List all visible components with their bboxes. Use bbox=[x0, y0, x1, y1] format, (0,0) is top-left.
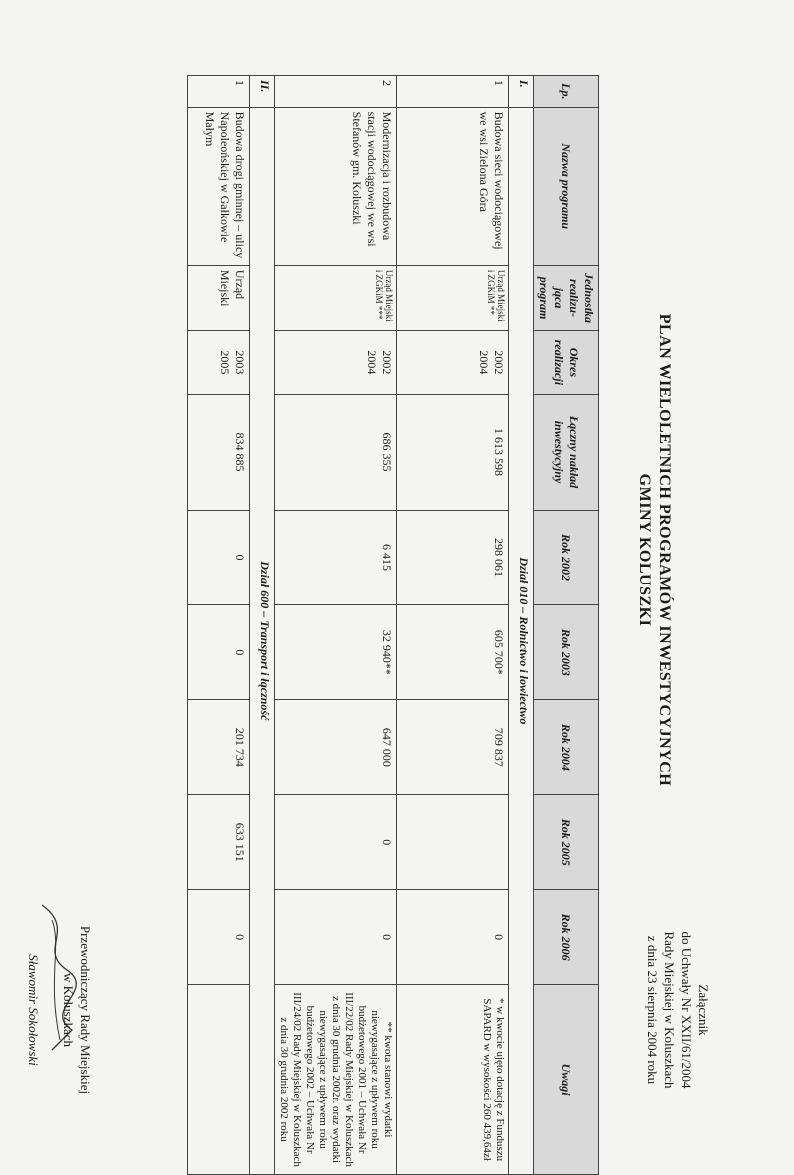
table-row bbox=[188, 76, 250, 1175]
period-end: 2005 bbox=[218, 350, 232, 375]
section-title: Dział 010 – Rolnictwo i łowiectwo bbox=[509, 107, 534, 1174]
resolution-date: z dnia 23 sierpnia 2004 roku bbox=[645, 935, 660, 1085]
cell-notes: ** kwota stanowi wydatki niewygasające z upływem roku budżetowego 2001 – Uchwała Nr III/22/02 Rady Miejskiej w Koluszkach z dnia 30 grudnia 2002r. oraz wydatki niewygasające z upływem roku budżetowego 2002 – Uchwała Nr III/24/02 Rady Miejskiej w Koluszkach z dnia 30 grudnia 2002 roku bbox=[275, 985, 397, 1175]
cell-unit: Urząd Miejski bbox=[188, 265, 250, 330]
header-name: Nazwa programu bbox=[534, 107, 599, 265]
period-start: 2003 bbox=[233, 350, 247, 375]
signature-place: w Koluszkach bbox=[61, 972, 76, 1047]
title-line-1: PLAN WIELOLETNICH PROGRAMÓW INWESTYCYJNYCH bbox=[656, 313, 673, 787]
section-label: II. bbox=[250, 76, 275, 108]
page-title bbox=[634, 200, 674, 900]
cell-lp: 1 bbox=[397, 76, 509, 108]
cell-2003: 605 700* bbox=[397, 605, 509, 700]
cell-2003: 32 940** bbox=[275, 605, 397, 700]
cell-notes: * w kwocie ujęto dotację z Funduszu SAPARD w wysokości 260 439,64zł bbox=[397, 985, 509, 1175]
period-start: 2002 bbox=[492, 350, 506, 375]
cell-total: 686 355 bbox=[275, 394, 397, 510]
signature-block bbox=[25, 880, 94, 1140]
cell-period bbox=[188, 331, 250, 394]
header-2004: Rok 2004 bbox=[534, 700, 599, 795]
period-end: 2004 bbox=[477, 350, 491, 375]
table-header-row bbox=[534, 76, 599, 1175]
period-end: 2004 bbox=[365, 350, 379, 375]
header-total: Łączny nakład inwestycyjny bbox=[534, 394, 599, 510]
cell-period bbox=[275, 331, 397, 394]
resolution-number: do Uchwały Nr XXII/61/2004 bbox=[679, 931, 694, 1089]
cell-lp: 2 bbox=[275, 76, 397, 108]
header-unit: Jednostka realizu-jąca program bbox=[534, 265, 599, 330]
cell-2006: 0 bbox=[188, 890, 250, 985]
cell-2004: 709 837 bbox=[397, 700, 509, 795]
period-start: 2002 bbox=[380, 350, 394, 375]
header-2002: Rok 2002 bbox=[534, 510, 599, 605]
header-2005: Rok 2005 bbox=[534, 795, 599, 890]
cell-lp: 1 bbox=[188, 76, 250, 108]
council-name: Rady Miejskiej w Koluszkach bbox=[662, 931, 677, 1089]
cell-unit: Urząd Miejski i ZGKiM ** bbox=[397, 265, 509, 330]
table-row bbox=[397, 76, 509, 1175]
cell-2005: 0 bbox=[275, 795, 397, 890]
investment-plan-table bbox=[187, 75, 599, 1175]
cell-notes bbox=[188, 985, 250, 1175]
cell-total: 834 885 bbox=[188, 394, 250, 510]
section-row bbox=[250, 76, 275, 1175]
cell-2004: 647 000 bbox=[275, 700, 397, 795]
section-title: Dział 600 – Transport i łączność bbox=[250, 107, 275, 1174]
title-line-2: GMINY KOLUSZKI bbox=[636, 473, 653, 627]
header-lp: Lp. bbox=[534, 76, 599, 108]
cell-2005 bbox=[397, 795, 509, 890]
cell-name: Budowa drogi gminnej – ulicy Napoleońskiej w Gałkowie Małym bbox=[188, 107, 250, 265]
cell-name: Modernizacja i rozbudowa stacji wodociągowej we wsi Stefanów gm. Koluszki bbox=[275, 107, 397, 265]
attachment-header bbox=[644, 870, 712, 1150]
cell-total: 1 613 598 bbox=[397, 394, 509, 510]
signature-title: Przewodniczący Rady Miejskiej bbox=[78, 925, 93, 1095]
header-2006: Rok 2006 bbox=[534, 890, 599, 985]
cell-2002: 298 061 bbox=[397, 510, 509, 605]
table-row bbox=[275, 76, 397, 1175]
cell-2006: 0 bbox=[397, 890, 509, 985]
header-2003: Rok 2003 bbox=[534, 605, 599, 700]
cell-name: Budowa sieci wodociągowej we wsi Zielona Góra bbox=[397, 107, 509, 265]
cell-2002: 6 415 bbox=[275, 510, 397, 605]
cell-2002: 0 bbox=[188, 510, 250, 605]
cell-2006: 0 bbox=[275, 890, 397, 985]
cell-2004: 201 734 bbox=[188, 700, 250, 795]
section-label: I. bbox=[509, 76, 534, 108]
section-row bbox=[509, 76, 534, 1175]
signature-name: Sławomir Sokołowski bbox=[26, 954, 41, 1066]
cell-unit: Urząd Miejski i ZGKiM *** bbox=[275, 265, 397, 330]
cell-2005: 633 151 bbox=[188, 795, 250, 890]
header-period: Okres realizacji bbox=[534, 331, 599, 394]
attachment-label: Załącznik bbox=[696, 984, 711, 1036]
header-notes: Uwagi bbox=[534, 985, 599, 1175]
cell-2003: 0 bbox=[188, 605, 250, 700]
cell-period bbox=[397, 331, 509, 394]
